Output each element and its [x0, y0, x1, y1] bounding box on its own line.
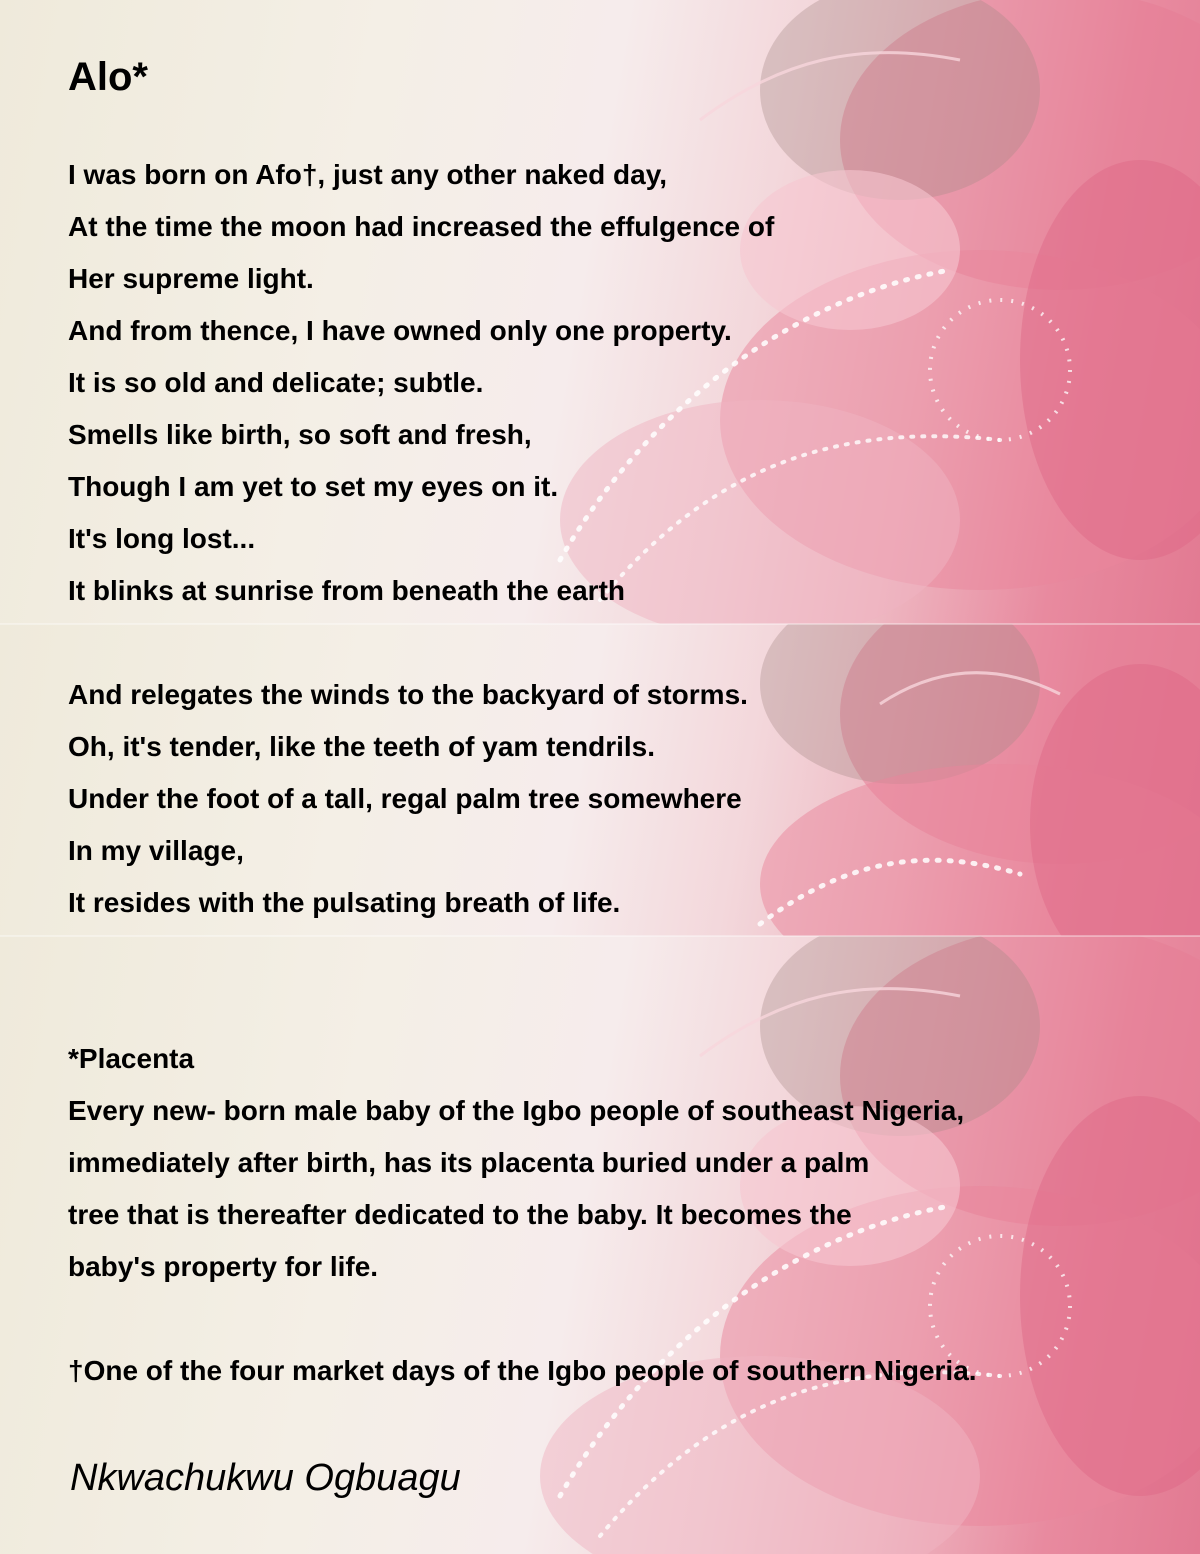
- poem-line: It's long lost...: [68, 523, 256, 554]
- poem-line: Smells like birth, so soft and fresh,: [68, 419, 532, 450]
- footnote-line: tree that is thereafter dedicated to the baby. It becomes the: [68, 1199, 852, 1230]
- footnote-line: baby's property for life.: [68, 1251, 379, 1282]
- poem-line: And from thence, I have owned only one property.: [68, 315, 732, 346]
- poem-line: And relegates the winds to the backyard of storms.: [68, 679, 748, 710]
- poem-line: At the time the moon had increased the effulgence of: [68, 211, 775, 242]
- poem-line: It blinks at sunrise from beneath the earth: [68, 575, 626, 606]
- poem-line: It resides with the pulsating breath of life.: [68, 887, 621, 918]
- footnote-heading: *Placenta: [68, 1043, 195, 1074]
- panel-seam: [0, 935, 1200, 937]
- panel-seam: [0, 623, 1200, 625]
- poem-line: Oh, it's tender, like the teeth of yam tendrils.: [68, 731, 656, 762]
- poem-line: Her supreme light.: [68, 263, 314, 294]
- footnote-line: †One of the four market days of the Igbo people of southern Nigeria.: [68, 1355, 977, 1386]
- poem-line: In my village,: [68, 835, 244, 866]
- poem-line: It is so old and delicate; subtle.: [68, 367, 484, 398]
- poem-line: Under the foot of a tall, regal palm tree somewhere: [68, 783, 742, 814]
- poem-line: Though I am yet to set my eyes on it.: [68, 471, 559, 502]
- author-name: Nkwachukwu Ogbuagu: [70, 1457, 461, 1499]
- poem-line: I was born on Afo†, just any other naked day,: [68, 159, 667, 190]
- footnote-line: Every new- born male baby of the Igbo people of southeast Nigeria,: [68, 1095, 965, 1126]
- footnote-line: immediately after birth, has its placenta buried under a palm: [68, 1147, 870, 1178]
- poem-title: Alo*: [68, 55, 148, 99]
